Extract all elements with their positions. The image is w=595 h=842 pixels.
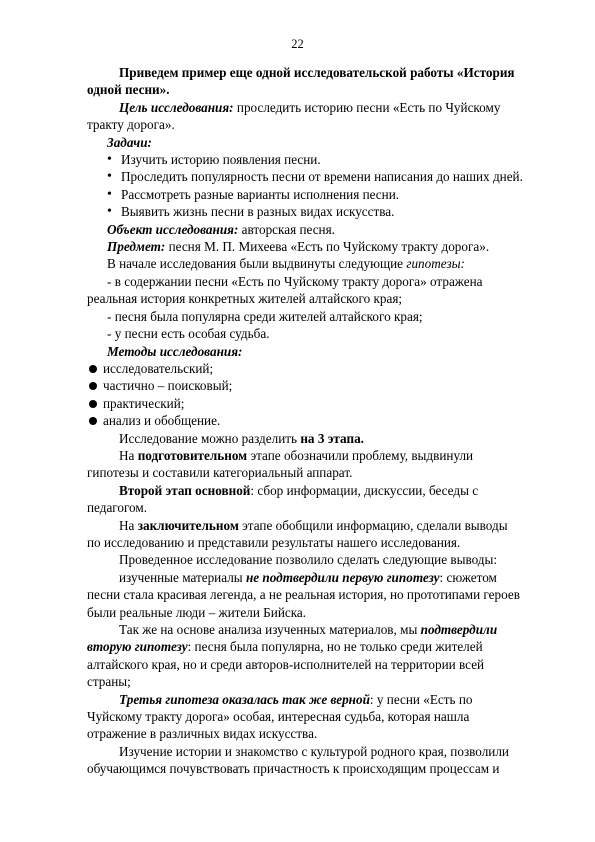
hypothesis-item: - у песни есть особая судьба. (107, 326, 270, 342)
hypothesis-item: - песня была популярна среди жителей алтайского края; (107, 308, 423, 324)
conclusion3-paragraph (87, 691, 523, 743)
conclusion1-paragraph (87, 569, 523, 621)
subject-text: песня М. П. Михеева «Есть по Чуйскому тракту дорога». (165, 239, 490, 255)
method-item: анализ и обобщение. (87, 412, 523, 429)
object-paragraph (87, 221, 523, 238)
stages-lead-bold: на 3 этапа. (300, 430, 364, 446)
conclusion2-pre: Так же на основе анализа изученных материалов, мы (119, 622, 421, 637)
hypotheses-lead-text: В начале исследования были выдвинуты следующие (107, 256, 407, 272)
conclusion2-post: : песня была популярна, но не только среди жителей алтайского края, но и среди авторов-исполнителей на территории всей страны; (87, 639, 485, 690)
methods-list (87, 360, 523, 430)
hypothesis-item: - в содержании песни «Есть по Чуйскому тракту дорога» отражена реальная история конкретных жителей алтайского края; (87, 273, 483, 307)
object-text: авторская песня. (238, 221, 335, 237)
intro-paragraph: Приведем пример еще одной исследовательской работы «История одной песни». (87, 65, 515, 98)
task-item: • Выявить жизнь песни в разных видах искусства. (87, 203, 523, 220)
subject-paragraph (87, 238, 523, 255)
stage2-post: : сбор информации, дискуссии, беседы с педагогом. (87, 482, 479, 516)
methods-label: Методы исследования: (107, 343, 243, 359)
conclusion1-post: : сюжетом песни стала красивая легенда, а не реальная история, но прототипами героев были реальные люди – жители Бийска. (87, 569, 520, 620)
task-item: • Проследить популярность песни от времени написания до наших дней. (87, 168, 523, 185)
tasks-list (87, 151, 523, 221)
goal-paragraph (87, 99, 523, 134)
stage3-pre: На (119, 517, 138, 533)
stage1-bold: подготовительном (137, 447, 248, 463)
conclusion1-pre: изученные материалы (119, 569, 246, 585)
stage3-paragraph (87, 517, 523, 552)
goal-label: Цель исследования: (119, 99, 234, 115)
task-item: • Изучить историю появления песни. (87, 151, 523, 168)
stage2-bold: Второй этап основной (119, 482, 251, 498)
conclusion1-emph: не подтвердили первую гипотезу (245, 569, 440, 585)
page-number: 22 (291, 37, 304, 51)
hypotheses-lead-italic: гипотезы: (406, 256, 465, 272)
conclusion3-post: : у песни «Есть по Чуйскому тракту дорога» особая, интересная судьба, которая нашла отражение в различных видах искусства. (87, 691, 473, 742)
stages-paragraph (87, 430, 523, 447)
conclusion3-emph: Третья гипотеза оказалась так же верной (119, 691, 370, 707)
stages-lead: Исследование можно разделить (119, 430, 301, 446)
stage1-paragraph (87, 447, 523, 482)
tasks-label: Задачи: (107, 134, 152, 150)
goal-text: проследить историю песни «Есть по Чуйскому тракту дорога». (87, 99, 501, 133)
document-body (87, 64, 523, 778)
conclusions-lead: Проведенное исследование позволило сделать следующие выводы: (119, 552, 498, 568)
method-item: частично – поисковый; (87, 377, 523, 394)
method-item: практический; (87, 395, 523, 412)
object-label: Объект исследования: (107, 221, 239, 237)
conclusion2-emph: подтвердили вторую гипотезу (87, 622, 498, 655)
method-item: исследовательский; (87, 360, 523, 377)
stage1-post: этапе обозначили проблему, выдвинули гипотезы и составили категориальный аппарат. (87, 447, 474, 481)
final-paragraph: Изучение истории и знакомство с культурой родного края, позволили обучающимся почувствовать причастность к происходящим процессам и (87, 743, 509, 777)
stage3-bold: заключительном (137, 517, 239, 533)
subject-label: Предмет: (107, 239, 166, 255)
conclusion2-paragraph (87, 621, 523, 691)
stage1-pre: На (119, 447, 138, 463)
stage2-paragraph (87, 482, 523, 517)
task-item: • Рассмотреть разные варианты исполнения песни. (87, 186, 523, 203)
stage3-post: этапе обобщили информацию, сделали выводы по исследованию и представили результаты нашего исследования. (87, 517, 508, 550)
hypotheses-lead (87, 255, 523, 272)
